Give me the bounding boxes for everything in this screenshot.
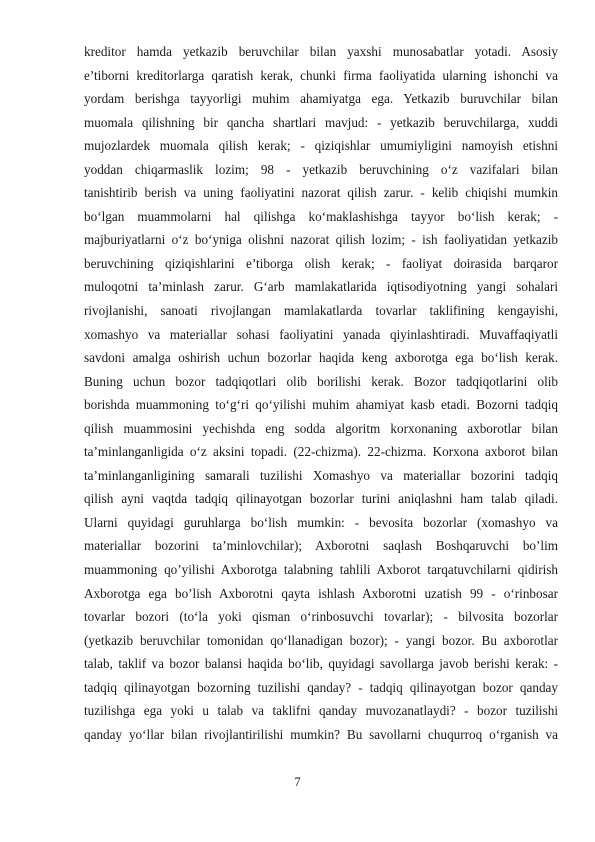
text-line: qilish ayni vaqtda tadqiq qilinayotgan bozorlar turini aniqlashni ham talab qiladi. bbox=[84, 491, 558, 507]
text-line: Buning uchun bozor tadqiqotlari olib borilishi kerak. Bozor tadqiqotlarini olib bbox=[84, 373, 558, 389]
text-line: yoddan chiqarmaslik lozim; 98 - yetkazib beruvchining o‘z vazifalari bilan bbox=[84, 161, 558, 177]
text-line: xomashyo va materiallar sohasi faoliyatini yanada qiyinlashtiradi. Muvaffaqiyatli bbox=[84, 326, 558, 342]
text-line: Ularni quyidagi guruhlarga bo‘lish mumkin: - bevosita bozorlar (xomashyo va bbox=[84, 514, 558, 530]
text-line: muloqotni ta’minlash zarur. G‘arb mamlakatlarida iqtisodiyotning yangi sohalari bbox=[84, 279, 558, 295]
text-line: tovarlar bozori (to‘la yoki qisman o‘rinbosuvchi tovarlar); - bilvosita bozorlar bbox=[84, 609, 558, 625]
text-line: (yetkazib beruvchilar tomonidan qo‘llanadigan bozor); - yangi bozor. Bu axborotlar bbox=[84, 632, 558, 648]
text-line: rivojlanishi, sanoati rivojlangan mamlakatlarda tovarlar taklifining kengayishi, bbox=[84, 303, 558, 319]
text-line: tuzilishga ega yoki u talab va taklifni qanday muvozanatlaydi? - bozor tuzilishi bbox=[84, 703, 558, 719]
text-line: bo‘lgan muammolarni hal qilishga ko‘maklashishga tayyor bo‘lish kerak; - bbox=[84, 208, 558, 224]
text-line: muammoning qo’yilishi Axborotga talabning tahlili Axborot tarqatuvchilarni qidirish bbox=[84, 562, 558, 578]
page-number: 7 bbox=[294, 775, 301, 789]
text-line: beruvchining qiziqishlarini e’tiborga olish kerak; - faoliyat doirasida barqaror bbox=[84, 255, 558, 271]
text-line: borishda muammoning to‘g‘ri qo‘yilishi muhim ahamiyat kasb etadi. Bozorni tadqiq bbox=[84, 397, 558, 413]
text-line: materiallar bozorini ta’minlovchilar); Axborotni saqlash Boshqaruvchi bo’lim bbox=[84, 538, 558, 554]
text-line: yordam berishga tayyorligi muhim ahamiyatga ega. Yetkazib buruvchilar bilan bbox=[84, 91, 558, 107]
text-line: savdoni amalga oshirish uchun bozorlar haqida keng axborotga ega bo‘lish kerak. bbox=[84, 350, 558, 366]
text-line: tanishtirib berish va uning faoliyatini nazorat qilish zarur. - kelib chiqishi mumkin bbox=[84, 185, 558, 201]
text-line: e’tiborni kreditorlarga qaratish kerak, chunki firma faoliyatida ularning ishonchi va bbox=[84, 67, 558, 83]
text-line: ta’minlanganligining samarali tuzilishi Xomashyo va materiallar bozorini tadqiq bbox=[84, 467, 558, 483]
text-line: muomala qilishning bir qancha shartlari mavjud: - yetkazib beruvchilarga, xuddi bbox=[84, 114, 558, 130]
text-line: Axborotga ega bo’lish Axborotni qayta ishlash Axborotni uzatish 99 - o‘rinbosar bbox=[84, 585, 558, 601]
text-line: talab, taklif va bozor balansi haqida bo‘lib, quyidagi savollarga javob berishi kerak: - bbox=[84, 656, 558, 672]
text-line: ta’minlanganligida o‘z aksini topadi. (22-chizma). 22-chizma. Korxona axborot bilan bbox=[84, 444, 558, 460]
text-line: kreditor hamda yetkazib beruvchilar bilan yaxshi munosabatlar yotadi. Asosiy bbox=[84, 44, 558, 59]
text-line: tadqiq qilinayotgan bozorning tuzilishi qanday? - tadqiq qilinayotgan bozor qanday bbox=[84, 679, 558, 695]
text-line: mujozlardek muomala qilish kerak; - qiziqishlar umumiyligini namoyish etishni bbox=[84, 138, 558, 154]
text-line: qanday yo‘llar bilan rivojlantirilishi mumkin? Bu savollarni chuqurroq o‘rganish va bbox=[84, 726, 558, 742]
text-line: qilish muammosini yechishda eng sodda algoritm korxonaning axborotlar bilan bbox=[84, 420, 558, 436]
body-text bbox=[84, 40, 558, 746]
text-line: majburiyatlarni o‘z bo‘yniga olishni nazorat qilish lozim; - ish faoliyatidan yetkazib bbox=[84, 232, 558, 248]
